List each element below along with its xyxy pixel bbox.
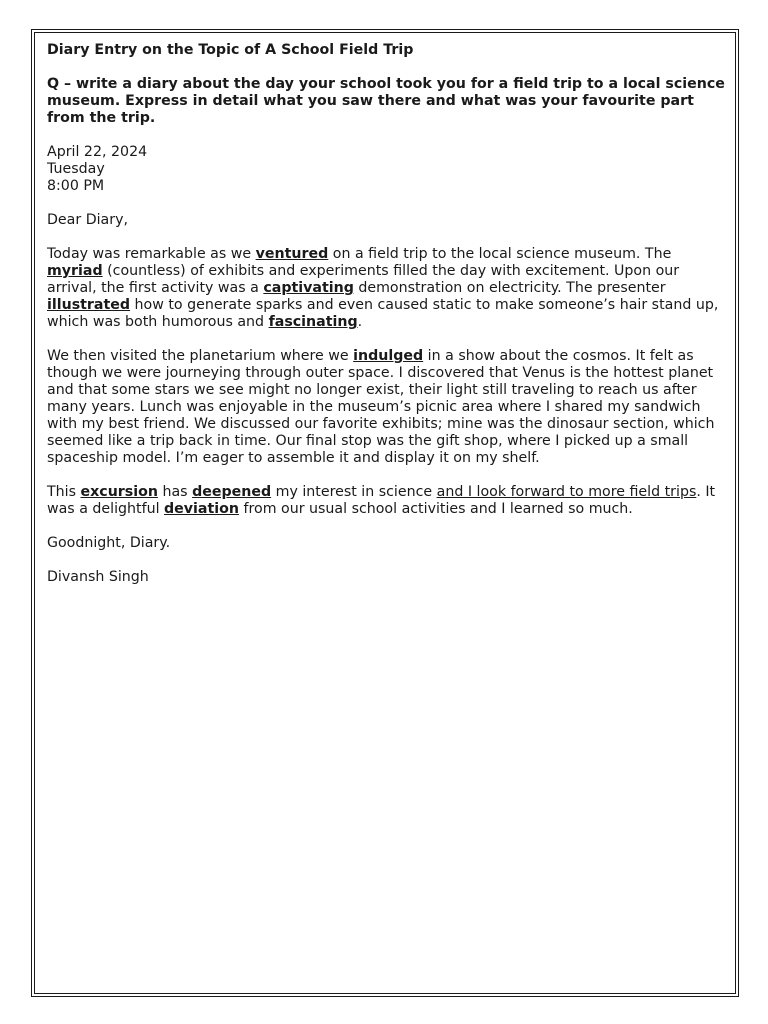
keyword-fascinating: fascinating bbox=[268, 314, 358, 330]
underlined-phrase: and I look forward to more field trips bbox=[436, 484, 697, 500]
entry-time: 8:00 PM bbox=[47, 178, 105, 194]
signature: Divansh Singh bbox=[47, 569, 149, 585]
p1-text-3: (countless) of exhibits and experiments filled the day with excitement. Upon our arrival, the first activity was a bbox=[47, 263, 680, 296]
p2-text-2: in a show about the cosmos. It felt as though we were journeying through outer space. I discovered that Venus is the hottest planet and that some stars we see might no longer exist, their light still traveling to reach us after many years. Lunch was enjoyable in the museum’s picnic area where I shared my sandwich with my best friend. We discussed our favorite exhibits; mine was the dinosaur section, which seemed like a trip back in time. Our final stop was the gift shop, where I picked up a small spaceship model. I’m eager to assemble it and display it on my shelf. bbox=[47, 348, 715, 466]
diary-document bbox=[47, 42, 727, 603]
keyword-ventured: ventured bbox=[255, 246, 329, 262]
paragraph-1 bbox=[47, 246, 727, 331]
p3-text-2: has bbox=[157, 484, 193, 500]
entry-date: April 22, 2024 bbox=[47, 144, 148, 160]
keyword-deepened: deepened bbox=[192, 484, 272, 500]
document-title: Diary Entry on the Topic of A School Field Trip bbox=[47, 42, 414, 58]
p1-text-2: on a field trip to the local science museum. The bbox=[328, 246, 672, 262]
date-block bbox=[47, 144, 727, 195]
p1-text-6: . bbox=[357, 314, 363, 330]
p3-text-5: from our usual school activities and I learned so much. bbox=[239, 501, 633, 517]
keyword-deviation: deviation bbox=[164, 501, 239, 517]
closing: Goodnight, Diary. bbox=[47, 535, 171, 551]
keyword-excursion: excursion bbox=[80, 484, 158, 500]
keyword-captivating: captivating bbox=[263, 280, 354, 296]
p3-text-1: This bbox=[47, 484, 81, 500]
p1-text-5: how to generate sparks and even caused static to make someone’s hair stand up, which was both humorous and bbox=[47, 297, 719, 330]
p1-text-1: Today was remarkable as we bbox=[47, 246, 256, 262]
paragraph-3 bbox=[47, 484, 727, 518]
keyword-illustrated: illustrated bbox=[47, 297, 131, 313]
question-prompt: Q – write a diary about the day your school took you for a field trip to a local science museum. Express in detail what you saw there and what was your favourite part from the trip. bbox=[47, 76, 725, 126]
p3-text-3: my interest in science bbox=[271, 484, 437, 500]
paragraph-2 bbox=[47, 348, 727, 467]
greeting: Dear Diary, bbox=[47, 212, 128, 228]
keyword-indulged: indulged bbox=[353, 348, 424, 364]
p2-text-1: We then visited the planetarium where we bbox=[47, 348, 354, 364]
p3-text-4: . It was a delightful bbox=[47, 484, 716, 517]
entry-day: Tuesday bbox=[47, 161, 105, 177]
p1-text-4: demonstration on electricity. The presenter bbox=[353, 280, 666, 296]
keyword-myriad: myriad bbox=[47, 263, 103, 279]
